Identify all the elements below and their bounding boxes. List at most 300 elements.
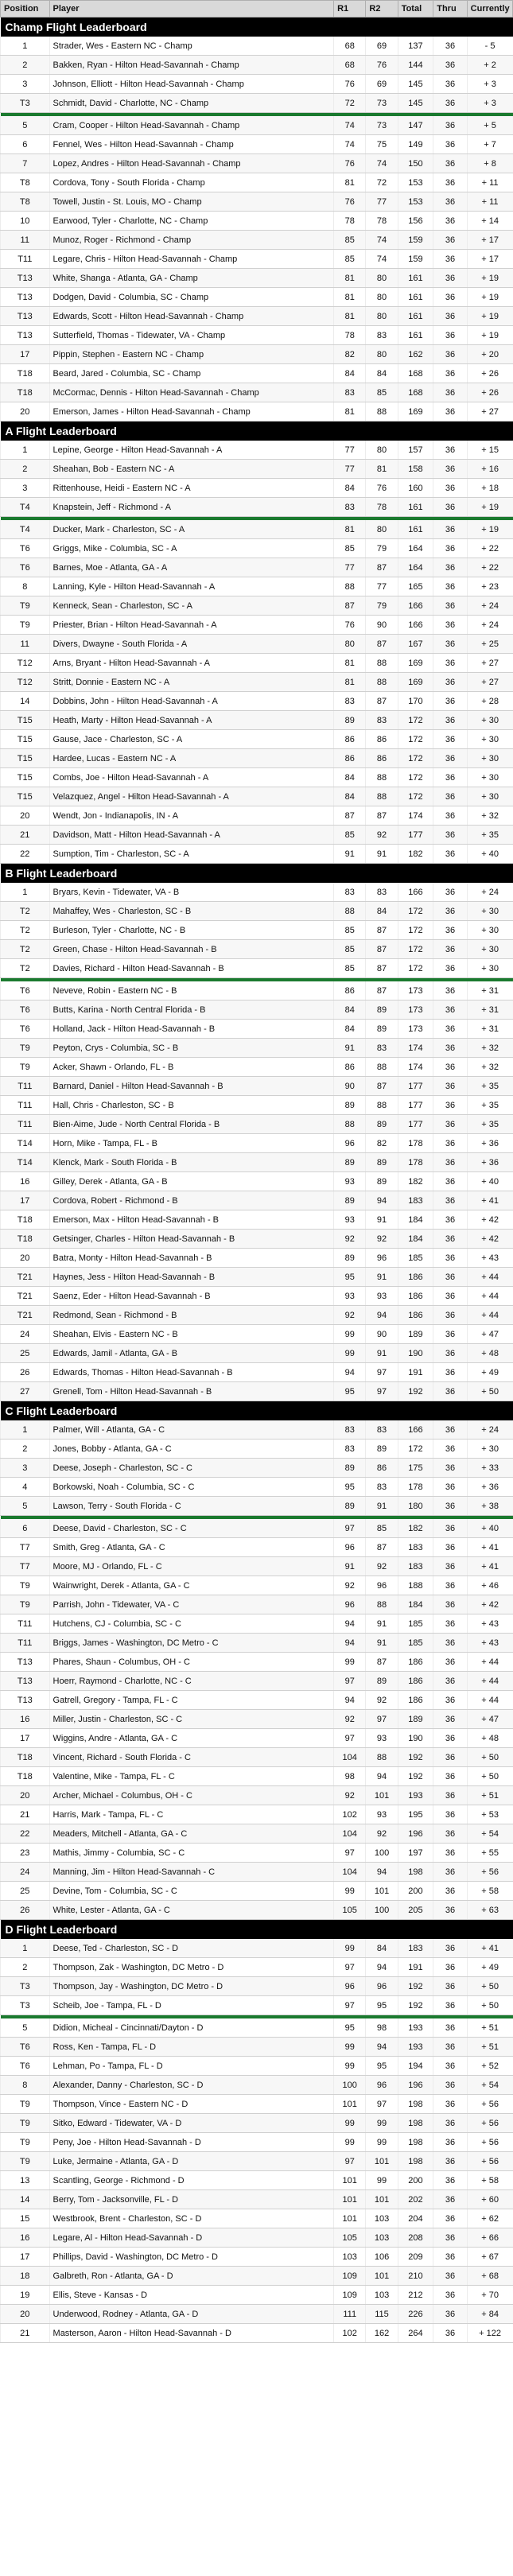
cell-player: McCormac, Dennis - Hilton Head-Savannah - Champ bbox=[49, 383, 334, 402]
cell-total: 174 bbox=[398, 1039, 433, 1058]
cell-thru: 36 bbox=[433, 1382, 467, 1401]
cell-r2: 89 bbox=[366, 1153, 398, 1172]
cell-player: Deese, Joseph - Charleston, SC - C bbox=[49, 1459, 334, 1478]
cell-currently: + 30 bbox=[467, 921, 512, 940]
cell-player: Gatrell, Gregory - Tampa, FL - C bbox=[49, 1691, 334, 1710]
cell-total: 183 bbox=[398, 1538, 433, 1557]
cell-position: T9 bbox=[1, 2114, 50, 2133]
cell-position: 20 bbox=[1, 2305, 50, 2324]
cell-position: T18 bbox=[1, 383, 50, 402]
cell-total: 173 bbox=[398, 1020, 433, 1039]
cell-player: Lopez, Andres - Hilton Head-Savannah - Champ bbox=[49, 154, 334, 173]
cell-position: T11 bbox=[1, 1634, 50, 1653]
cell-position: 1 bbox=[1, 1939, 50, 1958]
cell-position: 6 bbox=[1, 1519, 50, 1538]
cell-r1: 76 bbox=[334, 154, 366, 173]
table-row bbox=[1, 2038, 513, 2057]
cell-currently: + 54 bbox=[467, 1824, 512, 1844]
table-row bbox=[1, 1459, 513, 1478]
cell-r2: 94 bbox=[366, 1191, 398, 1210]
table-row bbox=[1, 2095, 513, 2114]
cell-thru: 36 bbox=[433, 616, 467, 635]
cell-r2: 80 bbox=[366, 288, 398, 307]
leaderboard-body bbox=[1, 17, 513, 2343]
cell-total: 173 bbox=[398, 1000, 433, 1020]
cell-player: Bakken, Ryan - Hilton Head-Savannah - Champ bbox=[49, 56, 334, 75]
cell-player: Kenneck, Sean - Charleston, SC - A bbox=[49, 596, 334, 616]
cell-position: T7 bbox=[1, 1538, 50, 1557]
table-row bbox=[1, 1440, 513, 1459]
cell-player: Barnard, Daniel - Hilton Head-Savannah - B bbox=[49, 1077, 334, 1096]
cell-thru: 36 bbox=[433, 673, 467, 692]
cell-currently: + 56 bbox=[467, 2114, 512, 2133]
cell-r1: 97 bbox=[334, 1844, 366, 1863]
table-row bbox=[1, 2305, 513, 2324]
cell-player: Gilley, Derek - Atlanta, GA - B bbox=[49, 1172, 334, 1191]
cell-player: Holland, Jack - Hilton Head-Savannah - B bbox=[49, 1020, 334, 1039]
cell-thru: 36 bbox=[433, 154, 467, 173]
table-row bbox=[1, 673, 513, 692]
cell-currently: + 43 bbox=[467, 1634, 512, 1653]
cell-total: 161 bbox=[398, 269, 433, 288]
cell-player: Fennel, Wes - Hilton Head-Savannah - Champ bbox=[49, 135, 334, 154]
cell-position: T21 bbox=[1, 1287, 50, 1306]
cell-player: Priester, Brian - Hilton Head-Savannah - A bbox=[49, 616, 334, 635]
cell-currently: + 27 bbox=[467, 673, 512, 692]
cell-player: Schmidt, David - Charlotte, NC - Champ bbox=[49, 94, 334, 113]
cell-r1: 83 bbox=[334, 1440, 366, 1459]
cell-r2: 78 bbox=[366, 212, 398, 231]
cell-r2: 98 bbox=[366, 2018, 398, 2038]
cell-thru: 36 bbox=[433, 940, 467, 959]
cell-total: 164 bbox=[398, 558, 433, 577]
table-row bbox=[1, 1172, 513, 1191]
cell-player: Thompson, Vince - Eastern NC - D bbox=[49, 2095, 334, 2114]
cell-position: T13 bbox=[1, 269, 50, 288]
cell-r1: 83 bbox=[334, 692, 366, 711]
cell-player: Parrish, John - Tidewater, VA - C bbox=[49, 1595, 334, 1614]
cell-total: 168 bbox=[398, 383, 433, 402]
cell-r1: 109 bbox=[334, 2286, 366, 2305]
table-row bbox=[1, 1614, 513, 1634]
cell-position: T12 bbox=[1, 673, 50, 692]
cell-r2: 99 bbox=[366, 2114, 398, 2133]
cell-r2: 80 bbox=[366, 307, 398, 326]
table-row bbox=[1, 1977, 513, 1996]
table-row bbox=[1, 2152, 513, 2171]
cell-total: 205 bbox=[398, 1901, 433, 1920]
cell-player: Towell, Justin - St. Louis, MO - Champ bbox=[49, 192, 334, 212]
cell-position: 3 bbox=[1, 479, 50, 498]
cell-total: 198 bbox=[398, 2095, 433, 2114]
cell-player: Velazquez, Angel - Hilton Head-Savannah - A bbox=[49, 787, 334, 806]
cell-total: 156 bbox=[398, 212, 433, 231]
cell-thru: 36 bbox=[433, 1786, 467, 1805]
cell-currently: + 11 bbox=[467, 173, 512, 192]
header-currently: Currently bbox=[467, 1, 512, 17]
table-row bbox=[1, 1230, 513, 1249]
cell-r1: 86 bbox=[334, 1058, 366, 1077]
flight-title-text: C Flight Leaderboard bbox=[1, 1401, 513, 1421]
table-row bbox=[1, 288, 513, 307]
cell-r1: 111 bbox=[334, 2305, 366, 2324]
cell-r1: 94 bbox=[334, 1363, 366, 1382]
cell-position: T13 bbox=[1, 1672, 50, 1691]
cell-currently: + 55 bbox=[467, 1844, 512, 1863]
cell-player: White, Lester - Atlanta, GA - C bbox=[49, 1901, 334, 1920]
cell-total: 150 bbox=[398, 154, 433, 173]
cell-position: 17 bbox=[1, 345, 50, 364]
cell-total: 144 bbox=[398, 56, 433, 75]
table-row bbox=[1, 768, 513, 787]
cell-position: 17 bbox=[1, 2248, 50, 2267]
cell-thru: 36 bbox=[433, 1420, 467, 1440]
cell-currently: + 32 bbox=[467, 1039, 512, 1058]
cell-r2: 93 bbox=[366, 1287, 398, 1306]
cell-thru: 36 bbox=[433, 730, 467, 749]
cell-thru: 36 bbox=[433, 460, 467, 479]
cell-thru: 36 bbox=[433, 288, 467, 307]
cell-thru: 36 bbox=[433, 402, 467, 422]
cell-position: T3 bbox=[1, 94, 50, 113]
cell-currently: + 44 bbox=[467, 1306, 512, 1325]
cell-currently: + 41 bbox=[467, 1939, 512, 1958]
cell-total: 169 bbox=[398, 654, 433, 673]
cell-thru: 36 bbox=[433, 806, 467, 826]
cell-r2: 92 bbox=[366, 826, 398, 845]
cell-position: T2 bbox=[1, 921, 50, 940]
table-row bbox=[1, 1672, 513, 1691]
cell-currently: + 22 bbox=[467, 558, 512, 577]
flight-title-text: A Flight Leaderboard bbox=[1, 422, 513, 441]
cell-currently: + 24 bbox=[467, 1420, 512, 1440]
cell-thru: 36 bbox=[433, 479, 467, 498]
cell-r2: 83 bbox=[366, 1478, 398, 1497]
table-row bbox=[1, 364, 513, 383]
cell-total: 226 bbox=[398, 2305, 433, 2324]
cell-currently: + 43 bbox=[467, 1614, 512, 1634]
cell-thru: 36 bbox=[433, 498, 467, 517]
cell-currently: + 30 bbox=[467, 787, 512, 806]
cell-total: 177 bbox=[398, 1115, 433, 1134]
cell-player: Hutchens, CJ - Columbia, SC - C bbox=[49, 1614, 334, 1634]
cell-currently: + 3 bbox=[467, 94, 512, 113]
cell-r1: 103 bbox=[334, 2248, 366, 2267]
cell-r2: 88 bbox=[366, 787, 398, 806]
cell-currently: + 53 bbox=[467, 1805, 512, 1824]
cell-total: 177 bbox=[398, 1096, 433, 1115]
table-row bbox=[1, 826, 513, 845]
cell-total: 153 bbox=[398, 173, 433, 192]
cell-position: T9 bbox=[1, 2152, 50, 2171]
cell-r2: 86 bbox=[366, 749, 398, 768]
cell-r1: 104 bbox=[334, 1863, 366, 1882]
cell-position: T7 bbox=[1, 1557, 50, 1576]
cell-position: 20 bbox=[1, 1249, 50, 1268]
table-row bbox=[1, 883, 513, 902]
table-row bbox=[1, 1344, 513, 1363]
cell-total: 174 bbox=[398, 1058, 433, 1077]
cell-total: 204 bbox=[398, 2209, 433, 2228]
table-row bbox=[1, 383, 513, 402]
table-row bbox=[1, 1767, 513, 1786]
cell-r2: 91 bbox=[366, 1634, 398, 1653]
cell-thru: 36 bbox=[433, 2076, 467, 2095]
cell-total: 159 bbox=[398, 231, 433, 250]
cell-currently: + 11 bbox=[467, 192, 512, 212]
cell-total: 193 bbox=[398, 2018, 433, 2038]
cell-currently: + 46 bbox=[467, 1576, 512, 1595]
cell-total: 212 bbox=[398, 2286, 433, 2305]
cell-total: 149 bbox=[398, 135, 433, 154]
cell-player: Emerson, James - Hilton Head-Savannah - Champ bbox=[49, 402, 334, 422]
cell-position: T21 bbox=[1, 1306, 50, 1325]
cell-r2: 87 bbox=[366, 806, 398, 826]
cell-total: 172 bbox=[398, 768, 433, 787]
cell-r2: 97 bbox=[366, 1382, 398, 1401]
table-row bbox=[1, 1077, 513, 1096]
cell-player: Westbrook, Brent - Charleston, SC - D bbox=[49, 2209, 334, 2228]
cell-total: 145 bbox=[398, 75, 433, 94]
cell-r1: 102 bbox=[334, 2324, 366, 2343]
cell-currently: + 19 bbox=[467, 326, 512, 345]
cell-thru: 36 bbox=[433, 1576, 467, 1595]
cell-total: 191 bbox=[398, 1958, 433, 1977]
table-row bbox=[1, 173, 513, 192]
cell-player: Bryars, Kevin - Tidewater, VA - B bbox=[49, 883, 334, 902]
cell-player: Sheahan, Bob - Eastern NC - A bbox=[49, 460, 334, 479]
cell-player: White, Shanga - Atlanta, GA - Champ bbox=[49, 269, 334, 288]
cell-r2: 75 bbox=[366, 135, 398, 154]
cell-position: T4 bbox=[1, 520, 50, 539]
cell-player: Vincent, Richard - South Florida - C bbox=[49, 1748, 334, 1767]
cell-thru: 36 bbox=[433, 1115, 467, 1134]
cell-r1: 92 bbox=[334, 1306, 366, 1325]
cell-position: 8 bbox=[1, 2076, 50, 2095]
cell-currently: + 50 bbox=[467, 1382, 512, 1401]
cell-currently: + 41 bbox=[467, 1191, 512, 1210]
table-row bbox=[1, 921, 513, 940]
cell-player: Dobbins, John - Hilton Head-Savannah - A bbox=[49, 692, 334, 711]
cell-total: 162 bbox=[398, 345, 433, 364]
cell-thru: 36 bbox=[433, 749, 467, 768]
cell-r2: 69 bbox=[366, 75, 398, 94]
cell-currently: + 50 bbox=[467, 1977, 512, 1996]
table-row bbox=[1, 116, 513, 135]
cell-total: 177 bbox=[398, 1077, 433, 1096]
cell-player: Briggs, James - Washington, DC Metro - C bbox=[49, 1634, 334, 1653]
cell-r1: 93 bbox=[334, 1210, 366, 1230]
cell-r2: 97 bbox=[366, 1363, 398, 1382]
cell-position: 3 bbox=[1, 1459, 50, 1478]
cell-position: T11 bbox=[1, 1096, 50, 1115]
cell-total: 185 bbox=[398, 1249, 433, 1268]
table-row bbox=[1, 981, 513, 1000]
cell-thru: 36 bbox=[433, 173, 467, 192]
cell-currently: + 36 bbox=[467, 1478, 512, 1497]
cell-position: 1 bbox=[1, 441, 50, 460]
cell-r2: 79 bbox=[366, 596, 398, 616]
cell-r1: 77 bbox=[334, 460, 366, 479]
cell-thru: 36 bbox=[433, 2228, 467, 2248]
table-row bbox=[1, 2248, 513, 2267]
table-row bbox=[1, 1519, 513, 1538]
cell-total: 186 bbox=[398, 1653, 433, 1672]
cell-r1: 93 bbox=[334, 1172, 366, 1191]
cell-player: Manning, Jim - Hilton Head-Savannah - C bbox=[49, 1863, 334, 1882]
table-row bbox=[1, 2018, 513, 2038]
cell-total: 196 bbox=[398, 2076, 433, 2095]
cell-player: Hall, Chris - Charleston, SC - B bbox=[49, 1096, 334, 1115]
cell-currently: + 40 bbox=[467, 1172, 512, 1191]
cell-r2: 87 bbox=[366, 921, 398, 940]
cell-total: 167 bbox=[398, 635, 433, 654]
cell-r2: 93 bbox=[366, 1729, 398, 1748]
cell-currently: + 56 bbox=[467, 2133, 512, 2152]
table-row bbox=[1, 1000, 513, 1020]
cell-player: Green, Chase - Hilton Head-Savannah - B bbox=[49, 940, 334, 959]
cell-position: 15 bbox=[1, 2209, 50, 2228]
cell-total: 184 bbox=[398, 1230, 433, 1249]
cell-total: 190 bbox=[398, 1729, 433, 1748]
cell-currently: + 44 bbox=[467, 1653, 512, 1672]
cell-currently: + 50 bbox=[467, 1748, 512, 1767]
cell-r1: 76 bbox=[334, 616, 366, 635]
cell-r1: 74 bbox=[334, 135, 366, 154]
cell-r2: 83 bbox=[366, 1039, 398, 1058]
table-row bbox=[1, 345, 513, 364]
cell-total: 166 bbox=[398, 596, 433, 616]
cell-position: 16 bbox=[1, 2228, 50, 2248]
cell-thru: 36 bbox=[433, 94, 467, 113]
cell-position: T6 bbox=[1, 539, 50, 558]
cell-position: T13 bbox=[1, 307, 50, 326]
cell-r2: 74 bbox=[366, 154, 398, 173]
cell-r1: 99 bbox=[334, 1325, 366, 1344]
cell-r1: 98 bbox=[334, 1767, 366, 1786]
table-row bbox=[1, 1325, 513, 1344]
cell-thru: 36 bbox=[433, 383, 467, 402]
table-row bbox=[1, 2324, 513, 2343]
cell-r2: 72 bbox=[366, 173, 398, 192]
cell-position: 26 bbox=[1, 1363, 50, 1382]
table-row bbox=[1, 1882, 513, 1901]
cell-r1: 85 bbox=[334, 231, 366, 250]
cell-player: Didion, Micheal - Cincinnati/Dayton - D bbox=[49, 2018, 334, 2038]
cell-thru: 36 bbox=[433, 1020, 467, 1039]
cell-r1: 104 bbox=[334, 1748, 366, 1767]
cell-total: 161 bbox=[398, 288, 433, 307]
cell-player: Acker, Shawn - Orlando, FL - B bbox=[49, 1058, 334, 1077]
cell-r2: 94 bbox=[366, 1958, 398, 1977]
cell-player: Scantling, George - Richmond - D bbox=[49, 2171, 334, 2190]
cell-r2: 91 bbox=[366, 845, 398, 864]
cell-r1: 78 bbox=[334, 326, 366, 345]
cell-total: 158 bbox=[398, 460, 433, 479]
cell-total: 147 bbox=[398, 116, 433, 135]
table-row bbox=[1, 2114, 513, 2133]
table-row bbox=[1, 2133, 513, 2152]
cell-position: 19 bbox=[1, 2286, 50, 2305]
table-row bbox=[1, 1039, 513, 1058]
cell-currently: + 27 bbox=[467, 402, 512, 422]
cell-currently: + 30 bbox=[467, 902, 512, 921]
cell-r1: 96 bbox=[334, 1134, 366, 1153]
cell-total: 184 bbox=[398, 1595, 433, 1614]
cell-r1: 81 bbox=[334, 307, 366, 326]
cell-thru: 36 bbox=[433, 1653, 467, 1672]
cell-total: 183 bbox=[398, 1191, 433, 1210]
cell-thru: 36 bbox=[433, 1691, 467, 1710]
cell-r2: 80 bbox=[366, 269, 398, 288]
cell-total: 172 bbox=[398, 787, 433, 806]
cell-position: 11 bbox=[1, 231, 50, 250]
cell-total: 183 bbox=[398, 1557, 433, 1576]
cell-player: Peny, Joe - Hilton Head-Savannah - D bbox=[49, 2133, 334, 2152]
cell-player: Neveve, Robin - Eastern NC - B bbox=[49, 981, 334, 1000]
cell-thru: 36 bbox=[433, 135, 467, 154]
cell-position: 8 bbox=[1, 577, 50, 596]
cell-r1: 97 bbox=[334, 1958, 366, 1977]
cell-player: Thompson, Zak - Washington, DC Metro - D bbox=[49, 1958, 334, 1977]
cell-thru: 36 bbox=[433, 826, 467, 845]
table-row bbox=[1, 692, 513, 711]
table-row bbox=[1, 1576, 513, 1595]
cell-r2: 99 bbox=[366, 2133, 398, 2152]
cell-r2: 92 bbox=[366, 1691, 398, 1710]
cell-r1: 83 bbox=[334, 383, 366, 402]
table-row bbox=[1, 1691, 513, 1710]
table-row bbox=[1, 902, 513, 921]
cell-r1: 84 bbox=[334, 364, 366, 383]
table-row bbox=[1, 1557, 513, 1576]
cell-player: Palmer, Will - Atlanta, GA - C bbox=[49, 1420, 334, 1440]
table-row bbox=[1, 520, 513, 539]
cell-currently: + 3 bbox=[467, 75, 512, 94]
cell-total: 165 bbox=[398, 577, 433, 596]
cell-r1: 99 bbox=[334, 2057, 366, 2076]
cell-currently: + 42 bbox=[467, 1210, 512, 1230]
cell-total: 168 bbox=[398, 364, 433, 383]
cell-r2: 83 bbox=[366, 883, 398, 902]
table-row bbox=[1, 654, 513, 673]
cell-player: Smith, Greg - Atlanta, GA - C bbox=[49, 1538, 334, 1557]
cell-r2: 85 bbox=[366, 1519, 398, 1538]
cell-r1: 90 bbox=[334, 1077, 366, 1096]
cell-position: 1 bbox=[1, 37, 50, 56]
cell-thru: 36 bbox=[433, 692, 467, 711]
cell-player: Jones, Bobby - Atlanta, GA - C bbox=[49, 1440, 334, 1459]
table-row bbox=[1, 2286, 513, 2305]
cell-player: Redmond, Sean - Richmond - B bbox=[49, 1306, 334, 1325]
cell-total: 161 bbox=[398, 326, 433, 345]
cell-position: 6 bbox=[1, 135, 50, 154]
cell-position: T11 bbox=[1, 1115, 50, 1134]
cell-total: 184 bbox=[398, 1210, 433, 1230]
cell-position: T9 bbox=[1, 1058, 50, 1077]
table-row bbox=[1, 1748, 513, 1767]
cell-total: 157 bbox=[398, 441, 433, 460]
cell-currently: + 35 bbox=[467, 826, 512, 845]
cell-thru: 36 bbox=[433, 577, 467, 596]
cell-currently: + 54 bbox=[467, 2076, 512, 2095]
cell-thru: 36 bbox=[433, 2133, 467, 2152]
table-row bbox=[1, 1805, 513, 1824]
cell-position: T9 bbox=[1, 1595, 50, 1614]
table-row bbox=[1, 558, 513, 577]
table-row bbox=[1, 711, 513, 730]
cell-total: 198 bbox=[398, 1863, 433, 1882]
